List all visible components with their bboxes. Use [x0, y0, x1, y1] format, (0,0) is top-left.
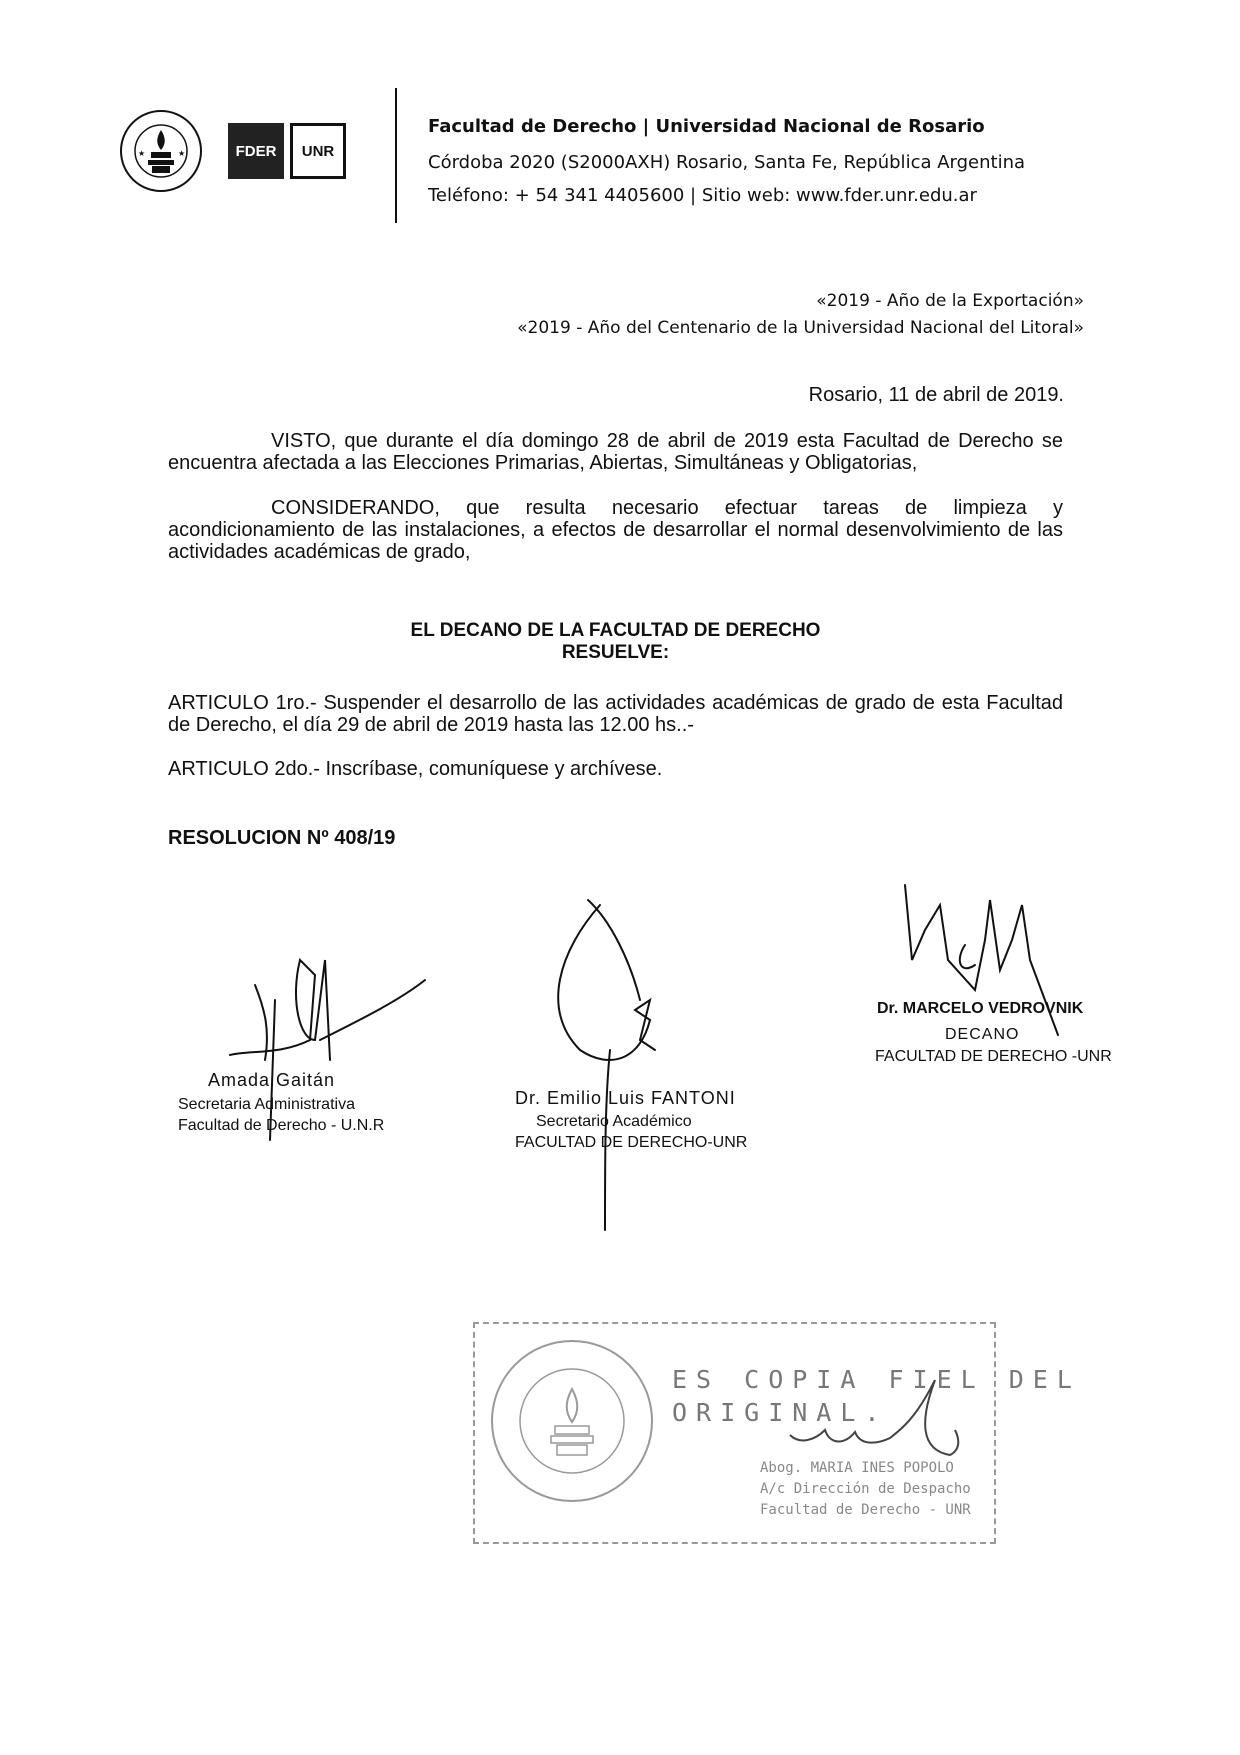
paragraph-considerando: CONSIDERANDO, que resulta necesario efectuar tareas de limpieza y acondicionamiento de las instalaciones, a efectos de desarrollar el normal desenvolvimiento de las actividades académicas de grado,	[168, 497, 1063, 563]
signature-decano-org: FACULTAD DE DERECHO -UNR	[875, 1048, 1112, 1065]
institution-address: Córdoba 2020 (S2000AXH) Rosario, Santa Fe, República Argentina	[428, 152, 1026, 173]
signature-academico-name: Dr. Emilio Luis FANTONI	[515, 1088, 736, 1108]
stamp-signatory-name: Abog. MARIA INES POPOLO	[760, 1460, 954, 1476]
svg-text:★: ★	[138, 149, 146, 158]
signature-decano-name: Dr. MARCELO VEDROVNIK	[877, 1000, 1084, 1017]
signature-academico-org: FACULTAD DE DERECHO-UNR	[515, 1134, 748, 1151]
unr-logo-badge: UNR	[290, 123, 346, 179]
stamp-copy-line-2: ORIGINAL.	[672, 1398, 889, 1427]
signature-administrativa-name: Amada Gaitán	[208, 1070, 336, 1090]
year-motto-centenario: «2019 - Año del Centenario de la Universidad Nacional del Litoral»	[517, 318, 1084, 338]
fder-logo-badge: FDER	[228, 123, 284, 179]
article-1: ARTICULO 1ro.- Suspender el desarrollo de las actividades académicas de grado de esta Facultad de Derecho, el día 29 de abril de 2019 hasta las 12.00 hs..-	[168, 692, 1063, 736]
stamp-office-line-1: A/c Dirección de Despacho	[760, 1481, 971, 1497]
svg-text:★: ★	[178, 149, 186, 158]
signature-administrativa-org: Facultad de Derecho - U.N.R	[178, 1117, 385, 1134]
signature-decano-role: DECANO	[945, 1026, 1020, 1043]
resolution-number: RESOLUCION Nº 408/19	[168, 827, 396, 849]
signature-administrativa-role: Secretaria Administrativa	[178, 1096, 355, 1113]
institution-title: Facultad de Derecho | Universidad Nacional de Rosario	[428, 116, 985, 137]
paragraph-visto: VISTO, que durante el día domingo 28 de abril de 2019 esta Facultad de Derecho se encuentra afectada a las Elecciones Primarias, Abiertas, Simultáneas y Obligatorias,	[168, 430, 1063, 474]
stamp-copy-line-1: ES COPIA FIEL DEL	[672, 1365, 1081, 1394]
signature-academico-role: Secretario Académico	[536, 1113, 692, 1130]
institution-contact: Teléfono: + 54 341 4405600 | Sitio web: www.fder.unr.edu.ar	[428, 185, 977, 206]
year-motto-exportacion: «2019 - Año de la Exportación»	[816, 291, 1084, 311]
heading-decano: EL DECANO DE LA FACULTAD DE DERECHO	[410, 620, 821, 641]
document-date: Rosario, 11 de abril de 2019.	[808, 384, 1064, 406]
article-2: ARTICULO 2do.- Inscríbase, comuníquese y archívese.	[168, 758, 663, 780]
heading-resuelve: RESUELVE:	[561, 642, 670, 663]
stamp-office-line-2: Facultad de Derecho - UNR	[760, 1502, 971, 1518]
